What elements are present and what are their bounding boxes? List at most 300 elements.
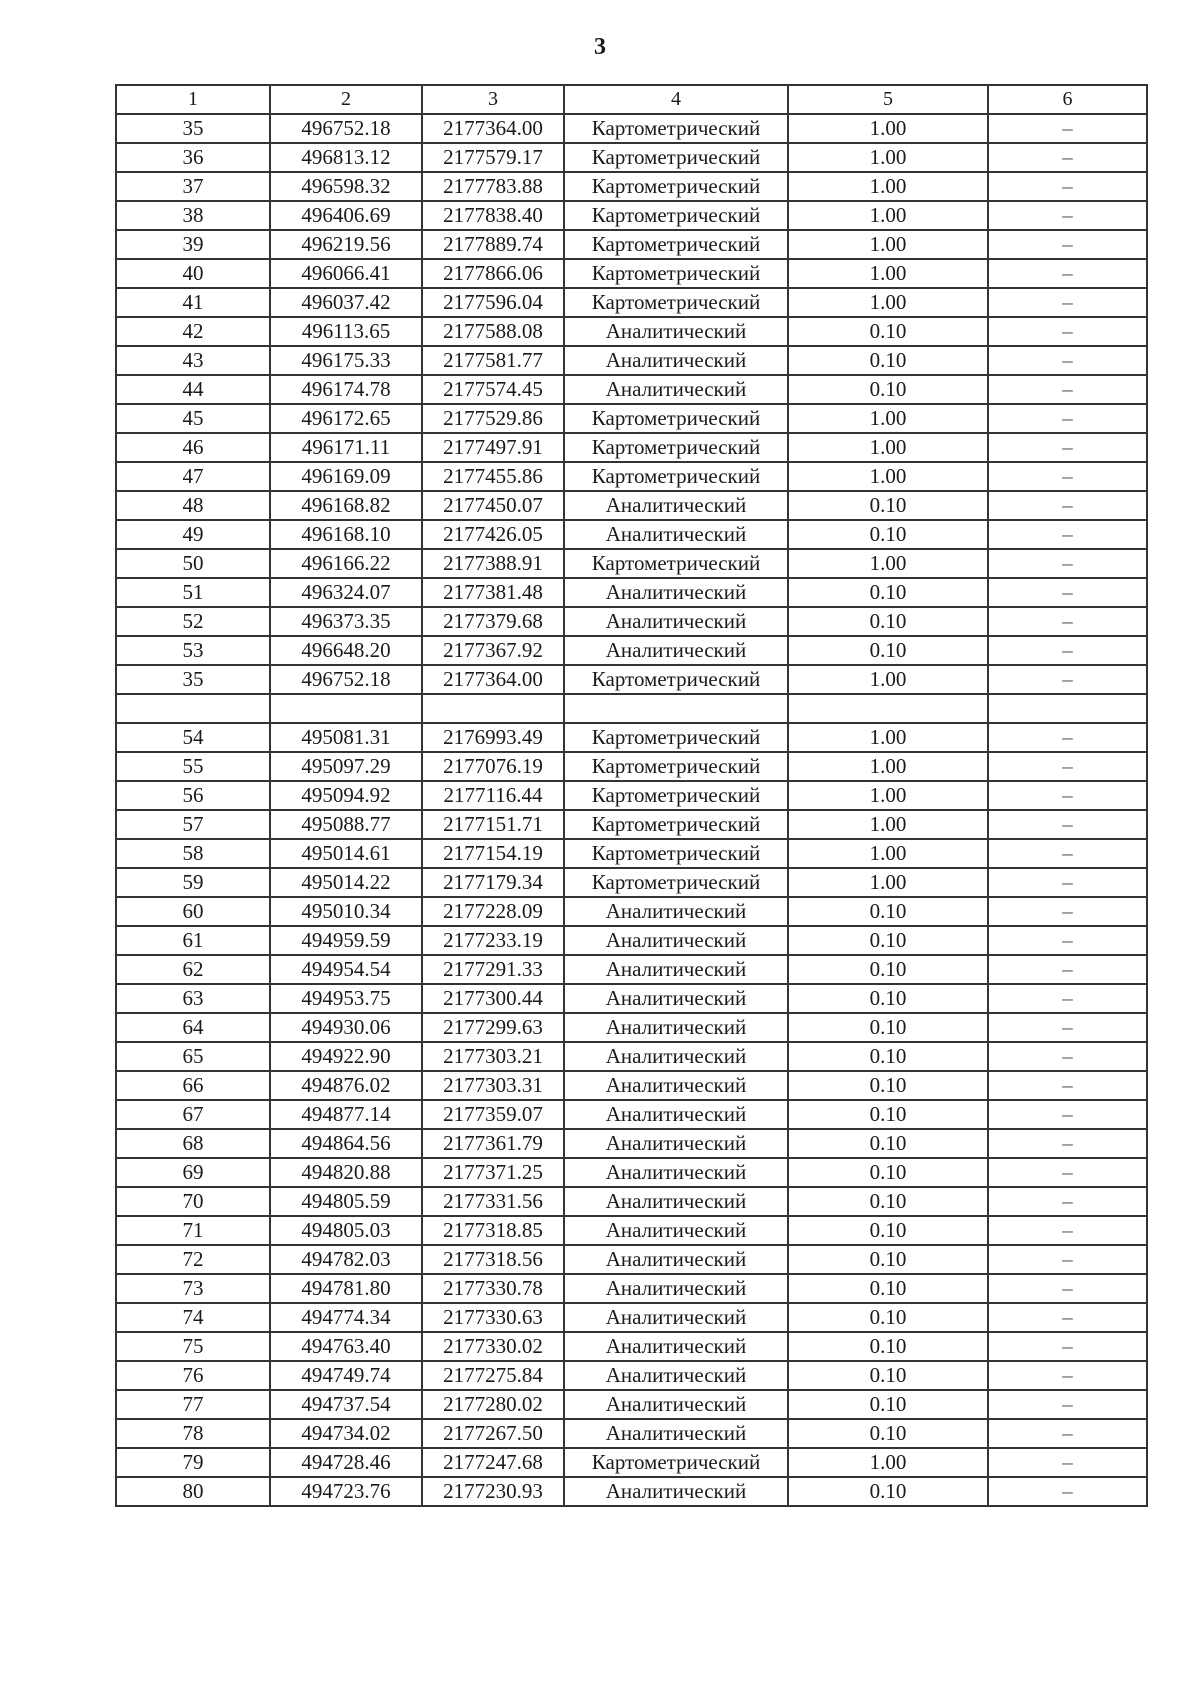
x-coordinate-cell: 496752.18 <box>270 665 422 694</box>
accuracy-cell: 1.00 <box>788 114 988 143</box>
point-number-cell: 44 <box>116 375 270 404</box>
x-coordinate-cell: 494782.03 <box>270 1245 422 1274</box>
x-coordinate-cell: 496648.20 <box>270 636 422 665</box>
accuracy-cell: 0.10 <box>788 636 988 665</box>
table-row <box>116 375 1147 404</box>
note-cell <box>988 694 1147 723</box>
column-header: 3 <box>422 85 564 114</box>
method-cell: Аналитический <box>564 607 788 636</box>
point-number-cell: 46 <box>116 433 270 462</box>
method-cell: Картометрический <box>564 230 788 259</box>
x-coordinate-cell: 494877.14 <box>270 1100 422 1129</box>
point-number-cell: 76 <box>116 1361 270 1390</box>
accuracy-cell: 0.10 <box>788 317 988 346</box>
point-number-cell: 35 <box>116 114 270 143</box>
method-cell: Картометрический <box>564 433 788 462</box>
point-number-cell: 61 <box>116 926 270 955</box>
note-cell: – <box>988 1129 1147 1158</box>
accuracy-cell: 0.10 <box>788 1419 988 1448</box>
note-cell: – <box>988 201 1147 230</box>
note-cell: – <box>988 1274 1147 1303</box>
point-number-cell: 65 <box>116 1042 270 1071</box>
point-number-cell: 77 <box>116 1390 270 1419</box>
y-coordinate-cell: 2177596.04 <box>422 288 564 317</box>
table-row <box>116 694 1147 723</box>
x-coordinate-cell: 495088.77 <box>270 810 422 839</box>
y-coordinate-cell: 2177574.45 <box>422 375 564 404</box>
x-coordinate-cell: 495081.31 <box>270 723 422 752</box>
point-number-cell: 58 <box>116 839 270 868</box>
accuracy-cell: 0.10 <box>788 491 988 520</box>
accuracy-cell: 0.10 <box>788 1013 988 1042</box>
table-row <box>116 143 1147 172</box>
x-coordinate-cell: 494959.59 <box>270 926 422 955</box>
table-row <box>116 520 1147 549</box>
x-coordinate-cell: 494954.54 <box>270 955 422 984</box>
note-cell: – <box>988 868 1147 897</box>
note-cell: – <box>988 143 1147 172</box>
accuracy-cell: 0.10 <box>788 375 988 404</box>
accuracy-cell: 0.10 <box>788 1216 988 1245</box>
table-row <box>116 1448 1147 1477</box>
accuracy-cell: 0.10 <box>788 1042 988 1071</box>
point-number-cell: 49 <box>116 520 270 549</box>
y-coordinate-cell: 2177497.91 <box>422 433 564 462</box>
accuracy-cell: 1.00 <box>788 665 988 694</box>
note-cell: – <box>988 520 1147 549</box>
table-row <box>116 288 1147 317</box>
x-coordinate-cell: 496168.10 <box>270 520 422 549</box>
x-coordinate-cell: 496171.11 <box>270 433 422 462</box>
table-row <box>116 984 1147 1013</box>
note-cell: – <box>988 433 1147 462</box>
accuracy-cell: 1.00 <box>788 810 988 839</box>
accuracy-cell: 0.10 <box>788 984 988 1013</box>
y-coordinate-cell: 2177330.78 <box>422 1274 564 1303</box>
point-number-cell: 72 <box>116 1245 270 1274</box>
method-cell: Картометрический <box>564 810 788 839</box>
table-row <box>116 955 1147 984</box>
table-row <box>116 1071 1147 1100</box>
y-coordinate-cell: 2177866.06 <box>422 259 564 288</box>
point-number-cell: 50 <box>116 549 270 578</box>
note-cell: – <box>988 230 1147 259</box>
point-number-cell: 35 <box>116 665 270 694</box>
note-cell: – <box>988 317 1147 346</box>
x-coordinate-cell: 494876.02 <box>270 1071 422 1100</box>
y-coordinate-cell: 2177230.93 <box>422 1477 564 1506</box>
note-cell: – <box>988 172 1147 201</box>
accuracy-cell: 1.00 <box>788 172 988 201</box>
point-number-cell: 36 <box>116 143 270 172</box>
method-cell <box>564 694 788 723</box>
accuracy-cell: 1.00 <box>788 839 988 868</box>
note-cell: – <box>988 897 1147 926</box>
table-row <box>116 201 1147 230</box>
y-coordinate-cell: 2177529.86 <box>422 404 564 433</box>
point-number-cell: 52 <box>116 607 270 636</box>
method-cell: Аналитический <box>564 317 788 346</box>
accuracy-cell: 0.10 <box>788 897 988 926</box>
x-coordinate-cell: 496037.42 <box>270 288 422 317</box>
method-cell: Картометрический <box>564 868 788 897</box>
y-coordinate-cell: 2177889.74 <box>422 230 564 259</box>
note-cell: – <box>988 1448 1147 1477</box>
table-row <box>116 1274 1147 1303</box>
point-number-cell: 53 <box>116 636 270 665</box>
x-coordinate-cell: 496175.33 <box>270 346 422 375</box>
table-row <box>116 1216 1147 1245</box>
accuracy-cell: 0.10 <box>788 1361 988 1390</box>
accuracy-cell: 0.10 <box>788 607 988 636</box>
method-cell: Картометрический <box>564 259 788 288</box>
table-row <box>116 1187 1147 1216</box>
method-cell: Аналитический <box>564 926 788 955</box>
point-number-cell: 63 <box>116 984 270 1013</box>
method-cell: Аналитический <box>564 955 788 984</box>
table-row <box>116 1477 1147 1506</box>
table-row <box>116 1245 1147 1274</box>
method-cell: Картометрический <box>564 1448 788 1477</box>
note-cell: – <box>988 955 1147 984</box>
point-number-cell: 38 <box>116 201 270 230</box>
x-coordinate-cell: 494734.02 <box>270 1419 422 1448</box>
point-number-cell: 69 <box>116 1158 270 1187</box>
y-coordinate-cell: 2177179.34 <box>422 868 564 897</box>
y-coordinate-cell: 2177579.17 <box>422 143 564 172</box>
y-coordinate-cell: 2177330.02 <box>422 1332 564 1361</box>
point-number-cell: 57 <box>116 810 270 839</box>
accuracy-cell: 1.00 <box>788 549 988 578</box>
accuracy-cell: 1.00 <box>788 288 988 317</box>
method-cell: Аналитический <box>564 1361 788 1390</box>
y-coordinate-cell: 2177359.07 <box>422 1100 564 1129</box>
method-cell: Картометрический <box>564 723 788 752</box>
accuracy-cell: 0.10 <box>788 955 988 984</box>
point-number-cell: 74 <box>116 1303 270 1332</box>
method-cell: Картометрический <box>564 143 788 172</box>
x-coordinate-cell: 494763.40 <box>270 1332 422 1361</box>
point-number-cell: 80 <box>116 1477 270 1506</box>
y-coordinate-cell: 2176993.49 <box>422 723 564 752</box>
method-cell: Картометрический <box>564 752 788 781</box>
x-coordinate-cell: 494930.06 <box>270 1013 422 1042</box>
point-number-cell: 56 <box>116 781 270 810</box>
note-cell: – <box>988 723 1147 752</box>
table-row <box>116 897 1147 926</box>
y-coordinate-cell: 2177275.84 <box>422 1361 564 1390</box>
y-coordinate-cell: 2177381.48 <box>422 578 564 607</box>
x-coordinate-cell: 496172.65 <box>270 404 422 433</box>
table-row <box>116 491 1147 520</box>
x-coordinate-cell: 496166.22 <box>270 549 422 578</box>
method-cell: Картометрический <box>564 462 788 491</box>
x-coordinate-cell: 494820.88 <box>270 1158 422 1187</box>
x-coordinate-cell: 494781.80 <box>270 1274 422 1303</box>
note-cell: – <box>988 1245 1147 1274</box>
method-cell: Аналитический <box>564 1071 788 1100</box>
note-cell: – <box>988 346 1147 375</box>
y-coordinate-cell: 2177318.85 <box>422 1216 564 1245</box>
point-number-cell: 40 <box>116 259 270 288</box>
point-number-cell: 79 <box>116 1448 270 1477</box>
accuracy-cell: 1.00 <box>788 723 988 752</box>
y-coordinate-cell: 2177331.56 <box>422 1187 564 1216</box>
table-body <box>116 114 1147 1506</box>
table-row <box>116 1158 1147 1187</box>
accuracy-cell: 0.10 <box>788 520 988 549</box>
y-coordinate-cell: 2177588.08 <box>422 317 564 346</box>
note-cell: – <box>988 1100 1147 1129</box>
note-cell: – <box>988 578 1147 607</box>
y-coordinate-cell: 2177228.09 <box>422 897 564 926</box>
point-number-cell: 70 <box>116 1187 270 1216</box>
point-number-cell: 41 <box>116 288 270 317</box>
accuracy-cell <box>788 694 988 723</box>
y-coordinate-cell: 2177303.31 <box>422 1071 564 1100</box>
point-number-cell: 48 <box>116 491 270 520</box>
point-number-cell: 42 <box>116 317 270 346</box>
method-cell: Аналитический <box>564 1013 788 1042</box>
note-cell: – <box>988 1332 1147 1361</box>
table-row <box>116 868 1147 897</box>
accuracy-cell: 0.10 <box>788 1187 988 1216</box>
coordinates-table <box>115 84 1148 1507</box>
x-coordinate-cell: 496324.07 <box>270 578 422 607</box>
method-cell: Картометрический <box>564 665 788 694</box>
point-number-cell: 75 <box>116 1332 270 1361</box>
point-number-cell <box>116 694 270 723</box>
page-number: 3 <box>594 34 606 60</box>
y-coordinate-cell: 2177581.77 <box>422 346 564 375</box>
table-row <box>116 172 1147 201</box>
column-header: 5 <box>788 85 988 114</box>
table-row <box>116 433 1147 462</box>
x-coordinate-cell: 494805.59 <box>270 1187 422 1216</box>
point-number-cell: 43 <box>116 346 270 375</box>
x-coordinate-cell: 496598.32 <box>270 172 422 201</box>
point-number-cell: 66 <box>116 1071 270 1100</box>
y-coordinate-cell: 2177280.02 <box>422 1390 564 1419</box>
x-coordinate-cell: 496813.12 <box>270 143 422 172</box>
accuracy-cell: 0.10 <box>788 346 988 375</box>
x-coordinate-cell: 496219.56 <box>270 230 422 259</box>
y-coordinate-cell: 2177267.50 <box>422 1419 564 1448</box>
method-cell: Картометрический <box>564 781 788 810</box>
note-cell: – <box>988 549 1147 578</box>
y-coordinate-cell <box>422 694 564 723</box>
table-row <box>116 665 1147 694</box>
y-coordinate-cell: 2177318.56 <box>422 1245 564 1274</box>
x-coordinate-cell: 494728.46 <box>270 1448 422 1477</box>
method-cell: Аналитический <box>564 1477 788 1506</box>
point-number-cell: 47 <box>116 462 270 491</box>
point-number-cell: 78 <box>116 1419 270 1448</box>
x-coordinate-cell: 496113.65 <box>270 317 422 346</box>
accuracy-cell: 1.00 <box>788 462 988 491</box>
point-number-cell: 55 <box>116 752 270 781</box>
table-row <box>116 1129 1147 1158</box>
note-cell: – <box>988 375 1147 404</box>
accuracy-cell: 0.10 <box>788 1129 988 1158</box>
note-cell: – <box>988 607 1147 636</box>
point-number-cell: 60 <box>116 897 270 926</box>
note-cell: – <box>988 1071 1147 1100</box>
x-coordinate-cell: 496169.09 <box>270 462 422 491</box>
note-cell: – <box>988 1158 1147 1187</box>
point-number-cell: 71 <box>116 1216 270 1245</box>
method-cell: Аналитический <box>564 1332 788 1361</box>
table-row <box>116 781 1147 810</box>
method-cell: Аналитический <box>564 1390 788 1419</box>
accuracy-cell: 0.10 <box>788 1303 988 1332</box>
column-header: 6 <box>988 85 1147 114</box>
y-coordinate-cell: 2177455.86 <box>422 462 564 491</box>
note-cell: – <box>988 1361 1147 1390</box>
y-coordinate-cell: 2177371.25 <box>422 1158 564 1187</box>
method-cell: Картометрический <box>564 201 788 230</box>
y-coordinate-cell: 2177364.00 <box>422 665 564 694</box>
note-cell: – <box>988 462 1147 491</box>
note-cell: – <box>988 114 1147 143</box>
y-coordinate-cell: 2177300.44 <box>422 984 564 1013</box>
accuracy-cell: 0.10 <box>788 1332 988 1361</box>
accuracy-cell: 1.00 <box>788 230 988 259</box>
x-coordinate-cell: 495010.34 <box>270 897 422 926</box>
x-coordinate-cell: 494805.03 <box>270 1216 422 1245</box>
x-coordinate-cell <box>270 694 422 723</box>
note-cell: – <box>988 259 1147 288</box>
method-cell: Аналитический <box>564 375 788 404</box>
y-coordinate-cell: 2177367.92 <box>422 636 564 665</box>
method-cell: Аналитический <box>564 1419 788 1448</box>
note-cell: – <box>988 288 1147 317</box>
method-cell: Аналитический <box>564 346 788 375</box>
table-row <box>116 926 1147 955</box>
x-coordinate-cell: 495097.29 <box>270 752 422 781</box>
point-number-cell: 64 <box>116 1013 270 1042</box>
y-coordinate-cell: 2177116.44 <box>422 781 564 810</box>
accuracy-cell: 1.00 <box>788 201 988 230</box>
table-row <box>116 462 1147 491</box>
table-row <box>116 1419 1147 1448</box>
point-number-cell: 39 <box>116 230 270 259</box>
column-header: 4 <box>564 85 788 114</box>
accuracy-cell: 0.10 <box>788 1245 988 1274</box>
accuracy-cell: 1.00 <box>788 752 988 781</box>
method-cell: Картометрический <box>564 839 788 868</box>
column-header: 2 <box>270 85 422 114</box>
method-cell: Аналитический <box>564 1216 788 1245</box>
table-row <box>116 1013 1147 1042</box>
method-cell: Аналитический <box>564 491 788 520</box>
x-coordinate-cell: 496752.18 <box>270 114 422 143</box>
table-row <box>116 1100 1147 1129</box>
note-cell: – <box>988 1419 1147 1448</box>
method-cell: Аналитический <box>564 1129 788 1158</box>
table-row <box>116 723 1147 752</box>
accuracy-cell: 1.00 <box>788 1448 988 1477</box>
y-coordinate-cell: 2177154.19 <box>422 839 564 868</box>
note-cell: – <box>988 781 1147 810</box>
note-cell: – <box>988 1303 1147 1332</box>
x-coordinate-cell: 496174.78 <box>270 375 422 404</box>
table-row <box>116 1303 1147 1332</box>
method-cell: Аналитический <box>564 1274 788 1303</box>
note-cell: – <box>988 1390 1147 1419</box>
y-coordinate-cell: 2177076.19 <box>422 752 564 781</box>
note-cell: – <box>988 839 1147 868</box>
point-number-cell: 54 <box>116 723 270 752</box>
accuracy-cell: 1.00 <box>788 433 988 462</box>
note-cell: – <box>988 984 1147 1013</box>
accuracy-cell: 1.00 <box>788 868 988 897</box>
note-cell: – <box>988 1216 1147 1245</box>
method-cell: Аналитический <box>564 1100 788 1129</box>
point-number-cell: 67 <box>116 1100 270 1129</box>
table-row <box>116 607 1147 636</box>
note-cell: – <box>988 1042 1147 1071</box>
accuracy-cell: 0.10 <box>788 1477 988 1506</box>
accuracy-cell: 0.10 <box>788 1390 988 1419</box>
accuracy-cell: 1.00 <box>788 404 988 433</box>
x-coordinate-cell: 496373.35 <box>270 607 422 636</box>
note-cell: – <box>988 636 1147 665</box>
table-row <box>116 346 1147 375</box>
table-row <box>116 1332 1147 1361</box>
table-header-row <box>116 85 1147 114</box>
table-row <box>116 114 1147 143</box>
method-cell: Аналитический <box>564 578 788 607</box>
table-row <box>116 317 1147 346</box>
accuracy-cell: 0.10 <box>788 1071 988 1100</box>
x-coordinate-cell: 495014.22 <box>270 868 422 897</box>
y-coordinate-cell: 2177361.79 <box>422 1129 564 1158</box>
y-coordinate-cell: 2177426.05 <box>422 520 564 549</box>
table-row <box>116 549 1147 578</box>
note-cell: – <box>988 1013 1147 1042</box>
y-coordinate-cell: 2177330.63 <box>422 1303 564 1332</box>
y-coordinate-cell: 2177247.68 <box>422 1448 564 1477</box>
table-row <box>116 839 1147 868</box>
method-cell: Аналитический <box>564 636 788 665</box>
point-number-cell: 62 <box>116 955 270 984</box>
point-number-cell: 68 <box>116 1129 270 1158</box>
table-row <box>116 230 1147 259</box>
note-cell: – <box>988 810 1147 839</box>
table-row <box>116 259 1147 288</box>
method-cell: Аналитический <box>564 1245 788 1274</box>
method-cell: Картометрический <box>564 172 788 201</box>
column-header: 1 <box>116 85 270 114</box>
point-number-cell: 73 <box>116 1274 270 1303</box>
method-cell: Аналитический <box>564 1158 788 1187</box>
accuracy-cell: 0.10 <box>788 1274 988 1303</box>
note-cell: – <box>988 926 1147 955</box>
x-coordinate-cell: 496066.41 <box>270 259 422 288</box>
method-cell: Аналитический <box>564 984 788 1013</box>
x-coordinate-cell: 494749.74 <box>270 1361 422 1390</box>
method-cell: Картометрический <box>564 114 788 143</box>
y-coordinate-cell: 2177303.21 <box>422 1042 564 1071</box>
x-coordinate-cell: 495094.92 <box>270 781 422 810</box>
y-coordinate-cell: 2177783.88 <box>422 172 564 201</box>
y-coordinate-cell: 2177388.91 <box>422 549 564 578</box>
method-cell: Аналитический <box>564 1042 788 1071</box>
note-cell: – <box>988 665 1147 694</box>
accuracy-cell: 0.10 <box>788 578 988 607</box>
x-coordinate-cell: 495014.61 <box>270 839 422 868</box>
